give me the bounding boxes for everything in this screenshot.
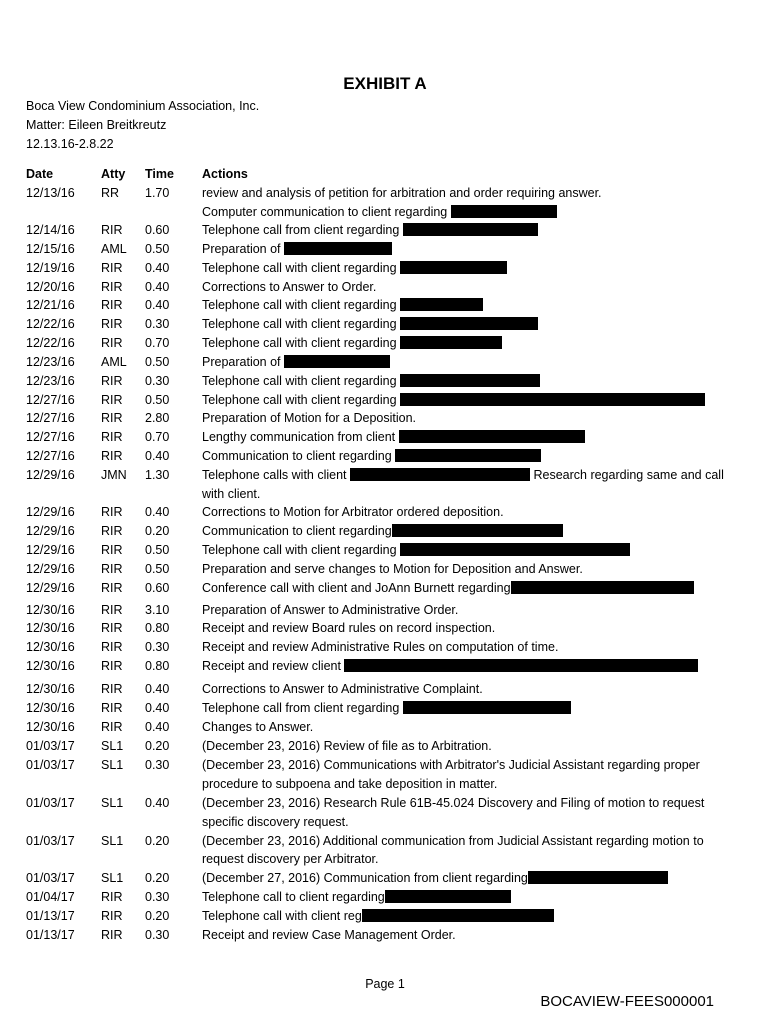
entry-attorney: RIR (101, 659, 123, 673)
entry-action-text: with client. (202, 487, 261, 501)
entry-time: 0.40 (145, 796, 170, 810)
entry-action-text: (December 23, 2016) Review of file as to Arbitration. (202, 739, 492, 753)
entry-action (202, 223, 538, 237)
redaction-block (400, 298, 483, 311)
entry-action (202, 430, 585, 444)
entry-action (202, 487, 260, 501)
table-row (0, 449, 770, 468)
entry-attorney: SL1 (101, 758, 124, 772)
entry-time: 0.40 (145, 298, 170, 312)
entry-action (202, 524, 563, 538)
entry-date: 12/30/16 (26, 720, 75, 734)
table-row (0, 411, 770, 430)
entry-action (202, 242, 392, 256)
entry-attorney: RIR (101, 261, 123, 275)
entry-time: 0.70 (145, 430, 170, 444)
redaction-block (395, 449, 541, 462)
entry-attorney: RIR (101, 374, 123, 388)
table-row (0, 374, 770, 393)
entry-action-text: (December 23, 2016) Research Rule 61B-45.024 Discovery and Filing of motion to request (202, 796, 705, 810)
table-row (0, 928, 770, 947)
entry-action (202, 682, 483, 696)
table-row (0, 701, 770, 720)
entry-time: 0.50 (145, 355, 170, 369)
table-row (0, 890, 770, 909)
entry-time: 0.20 (145, 871, 170, 885)
entry-action-text: Corrections to Motion for Arbitrator ordered deposition. (202, 505, 504, 519)
entry-attorney: RIR (101, 640, 123, 654)
entry-action-text: Receipt and review Administrative Rules on computation of time. (202, 640, 559, 654)
table-row (0, 852, 770, 871)
entry-attorney: RIR (101, 336, 123, 350)
redaction-block (400, 261, 507, 274)
entry-attorney: RIR (101, 411, 123, 425)
entry-action (202, 777, 497, 791)
entry-time: 0.80 (145, 621, 170, 635)
entry-action-text: Telephone call with client regarding (202, 298, 401, 312)
entry-time: 0.30 (145, 928, 170, 942)
entry-time: 0.30 (145, 317, 170, 331)
entry-date: 12/29/16 (26, 543, 75, 557)
table-row (0, 298, 770, 317)
entry-date: 01/13/17 (26, 909, 75, 923)
matter-name: Matter: Eileen Breitkreutz (26, 118, 167, 132)
table-header (0, 167, 770, 186)
table-row (0, 909, 770, 928)
entry-date: 01/03/17 (26, 758, 75, 772)
entry-attorney: RIR (101, 317, 123, 331)
entry-action-text: Telephone call with client regarding (202, 317, 401, 331)
entry-action-text: Telephone call to client regarding (202, 890, 385, 904)
entry-date: 12/21/16 (26, 298, 75, 312)
entry-action-text: Telephone call with client reg (202, 909, 362, 923)
entry-date: 12/14/16 (26, 223, 75, 237)
entry-attorney: RIR (101, 524, 123, 538)
entry-time: 0.30 (145, 890, 170, 904)
entry-attorney: AML (101, 355, 127, 369)
bates-number: BOCAVIEW-FEES000001 (540, 993, 714, 1010)
table-row (0, 336, 770, 355)
entry-time: 0.50 (145, 393, 170, 407)
entry-action (202, 562, 583, 576)
table-row (0, 317, 770, 336)
entry-time: 0.40 (145, 682, 170, 696)
date-range: 12.13.16-2.8.22 (26, 137, 114, 151)
entry-action-text: procedure to subpoena and take deposition in matter. (202, 777, 498, 791)
entry-action (202, 871, 668, 885)
entry-date: 12/29/16 (26, 468, 75, 482)
entry-date: 01/13/17 (26, 928, 75, 942)
entry-time: 0.20 (145, 834, 170, 848)
entry-date: 01/03/17 (26, 834, 75, 848)
column-date: Date (26, 167, 54, 181)
entry-time: 0.20 (145, 909, 170, 923)
entry-attorney: RIR (101, 562, 123, 576)
entry-action-text: Preparation of (202, 355, 284, 369)
entry-action-text: Preparation of Motion for a Deposition. (202, 411, 417, 425)
entry-date: 01/03/17 (26, 871, 75, 885)
entry-date: 12/30/16 (26, 701, 75, 715)
entry-time: 0.60 (145, 223, 170, 237)
entry-attorney: RIR (101, 505, 123, 519)
entry-action-text: Lengthy communication from client (202, 430, 399, 444)
entry-action (202, 621, 495, 635)
entry-time: 0.40 (145, 449, 170, 463)
table-row (0, 815, 770, 834)
entry-time: 3.10 (145, 603, 170, 617)
column-actions: Actions (202, 167, 248, 181)
entry-time: 0.40 (145, 701, 170, 715)
redaction-block (399, 430, 585, 443)
entry-attorney: RIR (101, 223, 123, 237)
redaction-block (392, 524, 563, 537)
redaction-block (511, 581, 694, 594)
entry-action (202, 659, 698, 673)
redaction-block (284, 242, 392, 255)
table-row (0, 242, 770, 261)
redaction-block (284, 355, 390, 368)
entry-action-text: Receipt and review client (202, 659, 345, 673)
table-row (0, 758, 770, 777)
entry-attorney: AML (101, 242, 127, 256)
table-row (0, 261, 770, 280)
entry-action (202, 758, 700, 772)
entry-date: 01/03/17 (26, 796, 75, 810)
column-time: Time (145, 167, 174, 181)
page-number: Page 1 (365, 977, 405, 991)
entry-date: 12/27/16 (26, 411, 75, 425)
exhibit-title: EXHIBIT A (343, 74, 427, 93)
entry-date: 12/13/16 (26, 186, 75, 200)
entry-action (202, 834, 704, 848)
table-row (0, 682, 770, 701)
entry-action-text: Telephone call with client regarding (202, 336, 401, 350)
entry-attorney: RIR (101, 890, 123, 904)
entry-date: 01/04/17 (26, 890, 75, 904)
entry-attorney: RIR (101, 682, 123, 696)
entry-date: 12/27/16 (26, 430, 75, 444)
entry-date: 12/29/16 (26, 562, 75, 576)
entry-time: 0.30 (145, 640, 170, 654)
entry-attorney: RR (101, 186, 120, 200)
entry-action (202, 317, 538, 331)
entry-action (202, 640, 558, 654)
redaction-block (403, 701, 571, 714)
entry-attorney: RIR (101, 581, 123, 595)
entry-action-text: Preparation and serve changes to Motion for Deposition and Answer. (202, 562, 583, 576)
redaction-block (403, 223, 538, 236)
entry-action (202, 261, 507, 275)
entry-action-text: Telephone call from client regarding (202, 223, 403, 237)
entry-time: 0.50 (145, 562, 170, 576)
entry-time: 1.30 (145, 468, 170, 482)
entry-date: 01/03/17 (26, 739, 75, 753)
entry-action (202, 468, 724, 482)
entry-action (202, 280, 376, 294)
entry-attorney: RIR (101, 393, 123, 407)
entry-action (202, 298, 483, 312)
table-row (0, 223, 770, 242)
entry-action (202, 186, 602, 200)
entry-attorney: RIR (101, 298, 123, 312)
entry-action-text: Preparation of Answer to Administrative Order. (202, 603, 459, 617)
entry-time: 0.30 (145, 758, 170, 772)
entry-action-text: Changes to Answer. (202, 720, 314, 734)
table-row (0, 659, 770, 678)
entry-attorney: SL1 (101, 871, 124, 885)
entry-date: 12/19/16 (26, 261, 75, 275)
table-row (0, 777, 770, 796)
entry-action-text: Receipt and review Board rules on record inspection. (202, 621, 496, 635)
entry-action (202, 815, 349, 829)
entry-attorney: RIR (101, 603, 123, 617)
entry-action-text: request discovery per Arbitrator. (202, 852, 379, 866)
table-row (0, 393, 770, 412)
table-row (0, 280, 770, 299)
entry-action-text: (December 23, 2016) Communications with Arbitrator's Judicial Assistant regarding proper (202, 758, 700, 772)
entry-action (202, 505, 504, 519)
entry-action-text: Communication to client regarding (202, 449, 396, 463)
entry-action-text: (December 27, 2016) Communication from client regarding (202, 871, 528, 885)
redaction-block (385, 890, 511, 903)
table-row (0, 621, 770, 640)
entry-action-text: Telephone call with client regarding (202, 261, 401, 275)
entry-action-text: Computer communication to client regarding (202, 205, 451, 219)
entry-date: 12/30/16 (26, 603, 75, 617)
table-row (0, 205, 770, 224)
entry-action-text: Telephone calls with client (202, 468, 350, 482)
redaction-block (350, 468, 530, 481)
entry-date: 12/23/16 (26, 355, 75, 369)
entry-date: 12/30/16 (26, 640, 75, 654)
redaction-block (400, 336, 502, 349)
table-row (0, 505, 770, 524)
entry-action (202, 355, 390, 369)
entry-action-text: Communication to client regarding (202, 524, 392, 538)
entry-action-text: (December 23, 2016) Additional communication from Judicial Assistant regarding motion to (202, 834, 704, 848)
entry-attorney: RIR (101, 720, 123, 734)
entry-date: 12/29/16 (26, 581, 75, 595)
entry-attorney: SL1 (101, 834, 124, 848)
entry-action (202, 205, 557, 219)
redaction-block (400, 317, 538, 330)
entry-action (202, 928, 456, 942)
entry-attorney: RIR (101, 430, 123, 444)
entry-time: 0.30 (145, 374, 170, 388)
entry-action-text: Telephone call from client regarding (202, 701, 403, 715)
entry-date: 12/29/16 (26, 524, 75, 538)
redaction-block (344, 659, 698, 672)
entry-time: 1.70 (145, 186, 170, 200)
entry-date: 12/22/16 (26, 317, 75, 331)
entry-action (202, 543, 630, 557)
entry-action-text: Telephone call with client regarding (202, 393, 401, 407)
redaction-block (400, 543, 630, 556)
entry-time: 0.40 (145, 261, 170, 275)
entry-date: 12/30/16 (26, 621, 75, 635)
entry-attorney: RIR (101, 909, 123, 923)
entry-action (202, 449, 541, 463)
entry-action (202, 336, 502, 350)
entry-time: 0.50 (145, 543, 170, 557)
entry-action-text: review and analysis of petition for arbitration and order requiring answer. (202, 186, 602, 200)
entry-action (202, 909, 554, 923)
table-row (0, 543, 770, 562)
entry-action-text: Corrections to Answer to Administrative Complaint. (202, 682, 483, 696)
table-row (0, 562, 770, 581)
table-row (0, 186, 770, 205)
table-row (0, 487, 770, 506)
entry-action (202, 701, 571, 715)
entry-action (202, 796, 704, 810)
entry-action (202, 374, 540, 388)
table-row (0, 355, 770, 374)
entry-attorney: RIR (101, 280, 123, 294)
table-row (0, 603, 770, 622)
table-row (0, 640, 770, 659)
entry-action (202, 393, 705, 407)
table-row (0, 796, 770, 815)
entry-action-text: Receipt and review Case Management Order. (202, 928, 456, 942)
entry-time: 0.40 (145, 280, 170, 294)
entry-time: 0.70 (145, 336, 170, 350)
redaction-block (400, 374, 540, 387)
entry-attorney: SL1 (101, 739, 124, 753)
entry-time: 0.20 (145, 739, 170, 753)
table-row (0, 524, 770, 543)
table-row (0, 739, 770, 758)
entry-date: 12/23/16 (26, 374, 75, 388)
entry-action (202, 720, 313, 734)
table-row (0, 834, 770, 853)
entry-date: 12/29/16 (26, 505, 75, 519)
entry-date: 12/15/16 (26, 242, 75, 256)
entry-action (202, 581, 694, 595)
entry-time: 0.60 (145, 581, 170, 595)
table-row (0, 720, 770, 739)
redaction-block (528, 871, 668, 884)
entry-attorney: RIR (101, 701, 123, 715)
entry-action (202, 852, 378, 866)
association-name: Boca View Condominium Association, Inc. (26, 99, 260, 113)
entry-action-continuation: Research regarding same and call (530, 468, 724, 482)
entry-date: 12/27/16 (26, 393, 75, 407)
entry-action-text: Conference call with client and JoAnn Burnett regarding (202, 581, 511, 595)
entry-time: 0.50 (145, 242, 170, 256)
entry-date: 12/20/16 (26, 280, 75, 294)
entry-attorney: RIR (101, 449, 123, 463)
entry-action (202, 739, 492, 753)
entry-date: 12/30/16 (26, 659, 75, 673)
entry-action (202, 411, 416, 425)
redaction-block (362, 909, 554, 922)
entry-time: 0.40 (145, 720, 170, 734)
entry-attorney: RIR (101, 543, 123, 557)
entry-date: 12/22/16 (26, 336, 75, 350)
entry-date: 12/30/16 (26, 682, 75, 696)
entry-action (202, 603, 458, 617)
entry-action-text: Preparation of (202, 242, 284, 256)
column-atty: Atty (101, 167, 126, 181)
entry-action (202, 890, 511, 904)
entry-action-text: specific discovery request. (202, 815, 349, 829)
entry-attorney: RIR (101, 928, 123, 942)
entry-attorney: SL1 (101, 796, 124, 810)
redaction-block (451, 205, 557, 218)
entry-action-text: Telephone call with client regarding (202, 374, 401, 388)
entry-time: 0.20 (145, 524, 170, 538)
table-row (0, 430, 770, 449)
entry-time: 0.40 (145, 505, 170, 519)
entry-action-text: Corrections to Answer to Order. (202, 280, 377, 294)
entry-time: 2.80 (145, 411, 170, 425)
entry-date: 12/27/16 (26, 449, 75, 463)
entry-time: 0.80 (145, 659, 170, 673)
table-row (0, 871, 770, 890)
table-row (0, 468, 770, 487)
entry-attorney: RIR (101, 621, 123, 635)
entry-action-text: Telephone call with client regarding (202, 543, 401, 557)
entry-attorney: JMN (101, 468, 127, 482)
table-row (0, 581, 770, 600)
redaction-block (400, 393, 705, 406)
